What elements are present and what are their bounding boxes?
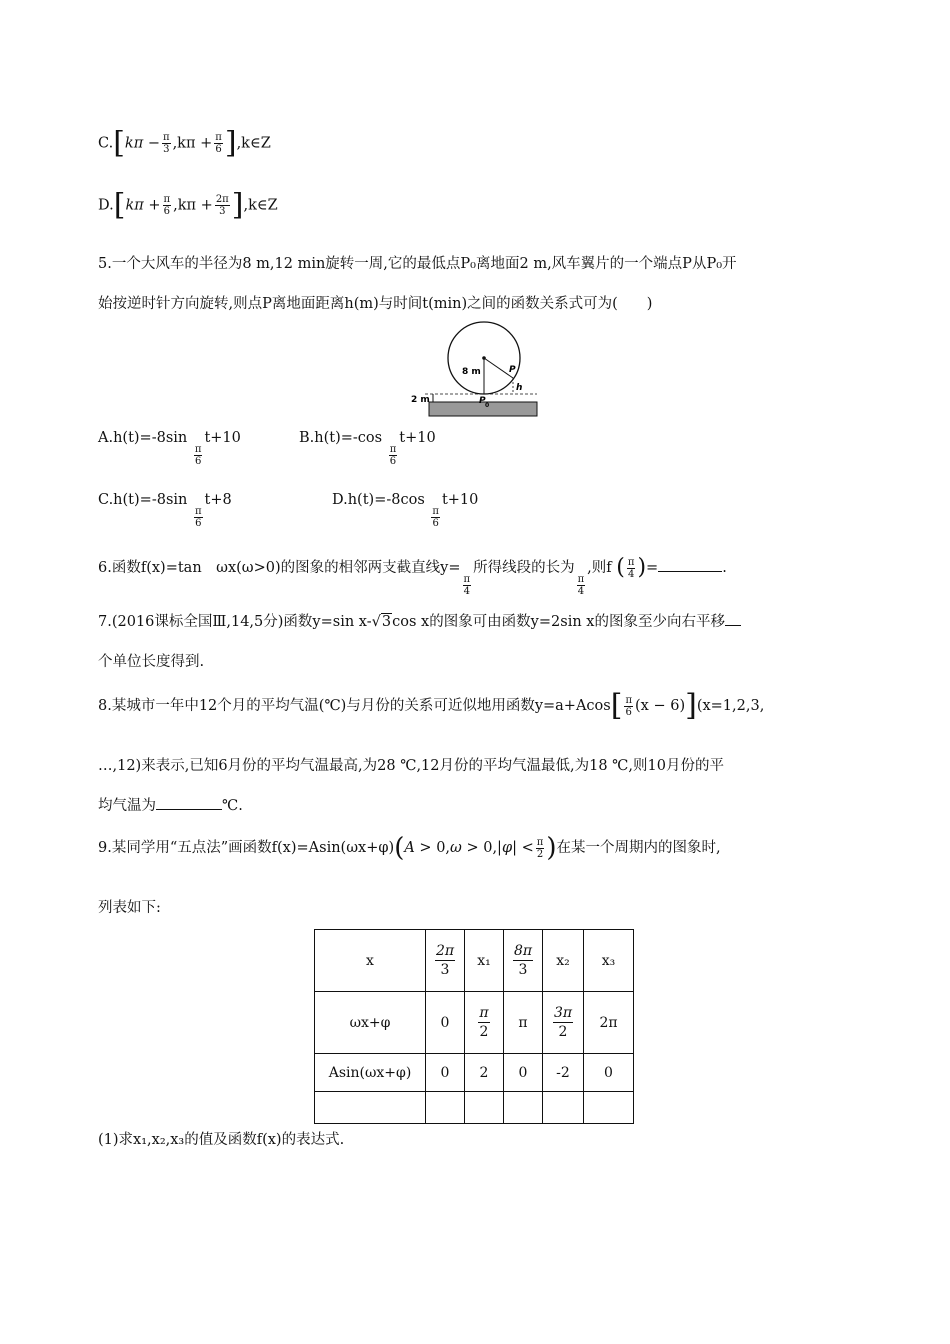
height-label: h <box>516 383 523 393</box>
fraction <box>215 194 230 217</box>
denominator: 2 <box>479 1024 489 1040</box>
stem-text: y= <box>440 560 461 576</box>
denominator: 3 <box>163 144 170 155</box>
right-bracket: ] <box>685 688 697 723</box>
table-cell <box>426 930 465 992</box>
numerator: π <box>463 574 471 585</box>
right-paren: ) <box>546 833 557 863</box>
fraction <box>431 506 440 529</box>
table-cell: -2 <box>543 1054 584 1092</box>
cond-text: > 0, <box>414 840 451 856</box>
fraction <box>463 574 472 597</box>
denominator: 4 <box>463 586 470 597</box>
answer-blank[interactable] <box>658 571 722 572</box>
table-cell-empty[interactable] <box>543 1092 584 1124</box>
q4-option-c <box>98 125 271 161</box>
cond-var: φ <box>501 840 513 856</box>
q4-option-d <box>98 187 278 223</box>
fraction <box>478 1004 489 1041</box>
fraction <box>162 132 171 155</box>
stem-text: 8.某城市一年中12个月的平均气温(℃)与月份的关系可近似地用函数y=a+Acos <box>98 698 611 714</box>
point-p-label: P <box>509 365 516 375</box>
option-text: D.h(t)=-8cos <box>332 492 425 508</box>
stem-text: . <box>722 560 727 576</box>
operator: − <box>147 135 160 152</box>
q5-option-d <box>332 492 478 529</box>
expr-part: ,kπ <box>173 197 197 214</box>
option-text: t+10 <box>204 430 241 446</box>
table-cell <box>504 930 543 992</box>
left-bracket: [ <box>610 688 623 723</box>
fraction <box>214 132 223 155</box>
denominator: 6 <box>389 456 397 467</box>
table-row <box>315 930 634 992</box>
option-text: t+8 <box>204 492 232 508</box>
cond-var: ω <box>450 840 462 856</box>
left-paren: ( <box>394 833 405 863</box>
table-cell: 0 <box>584 1054 634 1092</box>
option-text: t+10 <box>441 492 479 508</box>
table-cell: 2 <box>465 1054 504 1092</box>
stem-text: cos x的图象可由函数y=2sin x的图象至少向右平移 <box>392 614 725 630</box>
numerator: π <box>389 444 397 455</box>
fraction <box>624 695 633 718</box>
fraction <box>163 194 172 217</box>
answer-blank[interactable] <box>156 809 222 810</box>
table-cell <box>465 992 504 1054</box>
option-text: t+10 <box>399 430 436 446</box>
option-text: B.h(t)=-cos <box>299 430 383 446</box>
option-text: A.h(t)=-8sin <box>98 430 188 446</box>
q9-stem-line2: 列表如下: <box>98 900 161 916</box>
point-p0-label: P <box>479 396 486 406</box>
expr-part: ,kπ <box>172 135 196 152</box>
numerator: π <box>479 1005 489 1021</box>
operator: + <box>148 197 161 214</box>
fraction <box>536 837 545 860</box>
numerator: π <box>215 132 222 143</box>
right-paren: ) <box>637 555 647 580</box>
q5-stem-line2: 始按逆时针方向旋转,则点P离地面距离h(m)与时间t(min)之间的函数关系式可为( ) <box>98 296 653 312</box>
fraction <box>513 942 533 979</box>
table-cell-empty[interactable] <box>426 1092 465 1124</box>
table-cell: 2π <box>584 992 634 1054</box>
q6-stem <box>98 556 727 597</box>
table-cell: x₃ <box>584 930 634 992</box>
option-label: C. <box>98 135 114 152</box>
denominator: 2 <box>536 848 544 860</box>
table-cell <box>543 992 584 1054</box>
table-cell-empty[interactable] <box>315 1092 426 1124</box>
stem-text: (x − 6) <box>635 698 686 714</box>
table-cell: x <box>315 930 426 992</box>
stem-text: ,则f <box>587 560 612 576</box>
ground-label: 2 m <box>411 395 430 405</box>
numerator: π <box>577 574 585 585</box>
operator: + <box>200 135 213 152</box>
denominator: 3 <box>440 962 450 978</box>
stem-text: ℃. <box>222 798 243 814</box>
table-cell: π <box>504 992 543 1054</box>
stem-text: (x=1,2,3, <box>696 698 765 714</box>
numerator: π <box>194 444 202 455</box>
numerator: 2π <box>215 194 229 205</box>
expr-tail: ,k∈Z <box>236 135 271 152</box>
q5-option-b <box>299 430 436 467</box>
q5-stem-line1: 5.一个大风车的半径为8 m,12 min旋转一周,它的最低点P₀离地面2 m,风车翼片的一个端点P从P₀开 <box>98 256 737 272</box>
sqrt-radicand: 3 <box>381 614 392 630</box>
right-bracket: ] <box>231 187 244 223</box>
numerator: π <box>625 694 633 706</box>
table-cell: x₂ <box>543 930 584 992</box>
q7-stem-line2: 个单位长度得到. <box>98 654 205 670</box>
expr-tail: ,k∈Z <box>243 197 278 214</box>
fraction <box>577 574 586 597</box>
denominator: 6 <box>215 144 222 155</box>
left-bracket: [ <box>113 125 125 161</box>
table-row <box>315 992 634 1054</box>
answer-blank[interactable] <box>725 625 741 626</box>
table-cell: ωx+φ <box>315 992 426 1054</box>
numerator: π <box>627 556 635 568</box>
q8-stem-line3 <box>98 794 243 815</box>
fraction <box>627 557 636 580</box>
table-cell: x₁ <box>465 930 504 992</box>
table-row <box>315 1092 634 1124</box>
numerator: π <box>432 506 439 517</box>
q5-option-c <box>98 492 232 529</box>
stem-text: 7.(2016课标全国Ⅲ,14,5分)函数y=sin x- <box>98 614 372 630</box>
table-cell-empty[interactable] <box>584 1092 634 1124</box>
denominator: 6 <box>195 518 202 529</box>
option-label: D. <box>98 197 114 214</box>
table-cell: 0 <box>426 992 465 1054</box>
option-text: C.h(t)=-8sin <box>98 492 188 508</box>
q8-stem-line2: …,12)来表示,已知6月份的平均气温最高,为28 ℃,12月份的平均气温最低,为18 ℃,则10月份的平 <box>98 758 724 774</box>
table-cell: 0 <box>426 1054 465 1092</box>
denominator: 3 <box>518 962 528 978</box>
cond-text: > 0,| <box>461 840 502 856</box>
numerator: 8π <box>513 943 533 959</box>
radius-label: 8 m <box>462 367 481 377</box>
table-cell-empty[interactable] <box>465 1092 504 1124</box>
q9-stem-line1 <box>98 833 721 863</box>
fraction <box>553 1004 573 1041</box>
table-row <box>315 1054 634 1092</box>
q5-option-a <box>98 430 241 467</box>
numerator: π <box>163 194 171 205</box>
stem-text: 均气温为 <box>98 798 156 814</box>
fraction <box>435 942 455 979</box>
expr-part: kπ <box>124 135 144 152</box>
stem-text: 在某一个周期内的图象时, <box>556 840 721 856</box>
expr-part: kπ <box>125 197 144 214</box>
denominator: 4 <box>627 568 635 580</box>
fraction <box>194 506 203 529</box>
point-p0-sub: 0 <box>485 402 490 409</box>
windmill-figure <box>405 318 545 420</box>
numerator: 3π <box>553 1005 573 1021</box>
denominator: 3 <box>219 206 226 217</box>
stem-text: 6.函数f(x)=tan ωx(ω>0)的图象的相邻两支截直线 <box>98 560 441 576</box>
denominator: 6 <box>194 456 202 467</box>
fraction <box>389 444 398 467</box>
cond-var: A <box>404 840 415 856</box>
cond-text: | < <box>512 840 534 856</box>
right-bracket: ] <box>224 125 237 161</box>
table-cell-empty[interactable] <box>504 1092 543 1124</box>
sqrt-sign: √ <box>371 614 381 630</box>
denominator: 6 <box>432 518 439 529</box>
numerator: π <box>163 132 170 143</box>
left-bracket: [ <box>113 187 126 223</box>
q7-stem-line1 <box>98 610 741 631</box>
left-paren: ( <box>616 555 625 580</box>
stem-text: = <box>646 560 659 576</box>
numerator: π <box>536 836 544 848</box>
stem-text: 9.某同学用“五点法”画函数f(x)=Asin(ωx+φ) <box>98 840 395 856</box>
denominator: 6 <box>163 206 170 217</box>
denominator: 2 <box>558 1024 568 1040</box>
table-cell: Asin(ωx+φ) <box>315 1054 426 1092</box>
denominator: 6 <box>625 706 632 718</box>
q8-stem-line1 <box>98 688 765 723</box>
denominator: 4 <box>577 586 585 597</box>
table-cell: 0 <box>504 1054 543 1092</box>
q9-subquestion-1: (1)求x₁,x₂,x₃的值及函数f(x)的表达式. <box>98 1132 345 1148</box>
five-point-table <box>314 929 634 1124</box>
stem-text: 所得线段的长为 <box>473 560 575 576</box>
numerator: π <box>194 506 202 517</box>
numerator: 2π <box>435 943 455 959</box>
operator: + <box>200 197 213 214</box>
fraction <box>194 444 203 467</box>
